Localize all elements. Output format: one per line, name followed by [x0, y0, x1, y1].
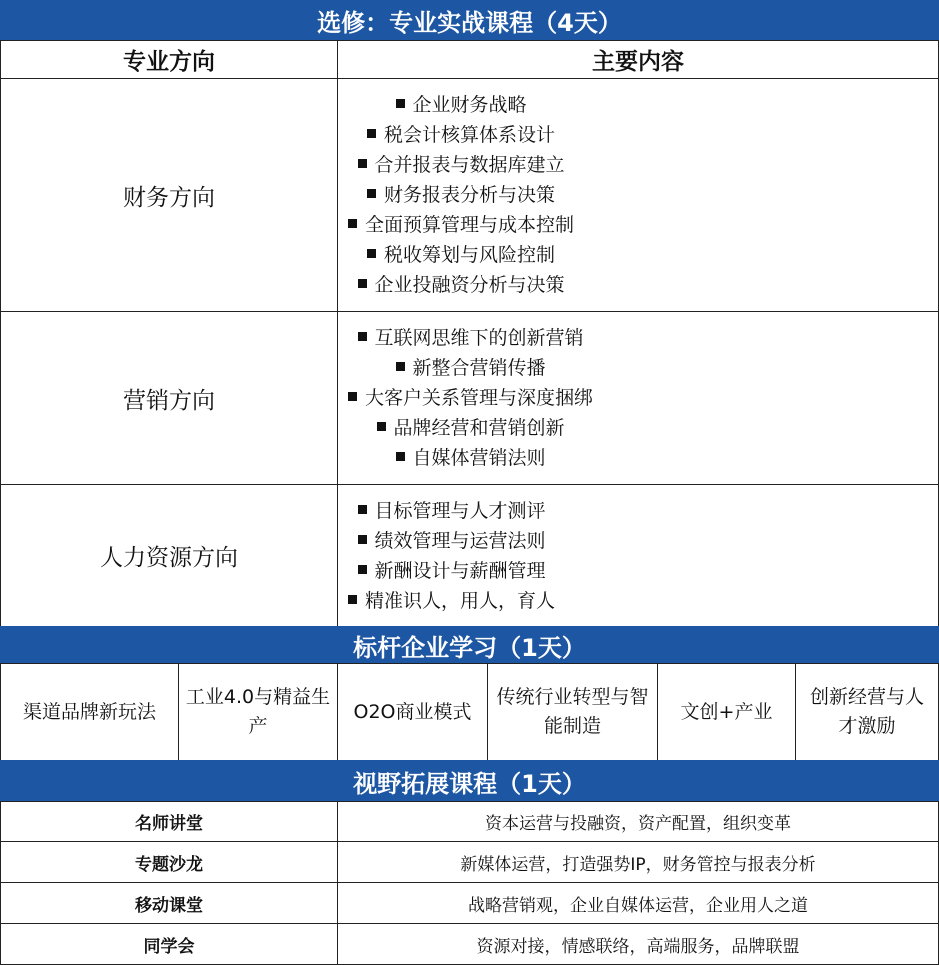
square-bullet-icon: [367, 249, 376, 258]
topic-cell: 工业4.0与精益生产: [178, 663, 338, 761]
list-item: 目标管理与人才测评: [348, 496, 555, 526]
square-bullet-icon: [348, 219, 357, 228]
row-label: 名师讲堂: [0, 801, 338, 842]
row-label: 专题沙龙: [0, 841, 338, 883]
topic-cell: 渠道品牌新玩法: [0, 663, 179, 761]
column-header-content-label: 主要内容: [592, 49, 684, 75]
section-title-benchmark: [0, 626, 939, 665]
square-bullet-icon: [358, 279, 367, 288]
row-content: 战略营销观，企业自媒体运营，企业用人之道: [337, 882, 939, 924]
square-bullet-icon: [367, 189, 376, 198]
course-list: [348, 323, 593, 473]
column-header-content: [337, 40, 939, 79]
list-item: 绩效管理与运营法则: [348, 526, 555, 556]
list-item: 互联网思维下的创新营销: [348, 323, 593, 353]
content-cell-hr: [337, 484, 939, 627]
list-item: 新整合营销传播: [348, 353, 593, 383]
row-content: 新媒体运营，打造强势IP，财务管控与报表分析: [337, 841, 939, 883]
square-bullet-icon: [358, 535, 367, 544]
list-item: 企业投融资分析与决策: [348, 270, 574, 300]
column-header-direction: [0, 40, 338, 79]
section-title-text: 标杆企业学习（1天）: [353, 633, 586, 662]
direction-label: 营销方向: [123, 387, 215, 414]
list-item: 自媒体营销法则: [348, 443, 593, 473]
square-bullet-icon: [358, 332, 367, 341]
direction-cell-finance: [0, 78, 338, 312]
direction-cell-marketing: [0, 311, 338, 485]
row-content: 资本运营与投融资，资产配置，组织变革: [337, 801, 939, 842]
section-title-text: 视野拓展课程（1天）: [353, 769, 586, 798]
list-item: 全面预算管理与成本控制: [348, 210, 574, 240]
square-bullet-icon: [396, 362, 405, 371]
list-item: 精准识人，用人，育人: [348, 586, 555, 616]
list-item: 合并报表与数据库建立: [348, 150, 574, 180]
list-item: 财务报表分析与决策: [348, 180, 574, 210]
list-item: 企业财务战略: [348, 90, 574, 120]
square-bullet-icon: [348, 595, 357, 604]
topic-cell: 传统行业转型与智能制造: [487, 663, 658, 761]
section-title-vision: [0, 760, 939, 803]
section-title-electives: [0, 0, 939, 41]
column-header-direction-label: 专业方向: [123, 49, 215, 75]
direction-cell-hr: [0, 484, 338, 627]
square-bullet-icon: [367, 129, 376, 138]
content-cell-finance: [337, 78, 939, 312]
course-list: [348, 496, 555, 616]
direction-label: 人力资源方向: [100, 545, 238, 571]
list-item: 品牌经营和营销创新: [348, 413, 593, 443]
section-title-text: 选修：专业实战课程（4天）: [317, 8, 622, 37]
direction-label: 财务方向: [123, 184, 215, 211]
course-list: [348, 90, 574, 300]
square-bullet-icon: [396, 99, 405, 108]
square-bullet-icon: [358, 505, 367, 514]
list-item: 税收筹划与风险控制: [348, 240, 574, 270]
row-content: 资源对接，情感联络，高端服务，品牌联盟: [337, 923, 939, 965]
row-label: 移动课堂: [0, 882, 338, 924]
list-item: 新酬设计与薪酬管理: [348, 556, 555, 586]
topic-cell: O2O商业模式: [337, 663, 488, 761]
square-bullet-icon: [348, 392, 357, 401]
list-item: 税会计核算体系设计: [348, 120, 574, 150]
square-bullet-icon: [358, 159, 367, 168]
content-cell-marketing: [337, 311, 939, 485]
square-bullet-icon: [377, 422, 386, 431]
square-bullet-icon: [358, 565, 367, 574]
square-bullet-icon: [396, 452, 405, 461]
row-label: 同学会: [0, 923, 338, 965]
topic-cell: 文创+产业: [657, 663, 796, 761]
topic-cell: 创新经营与人才激励: [795, 663, 939, 761]
list-item: 大客户关系管理与深度捆绑: [348, 383, 593, 413]
